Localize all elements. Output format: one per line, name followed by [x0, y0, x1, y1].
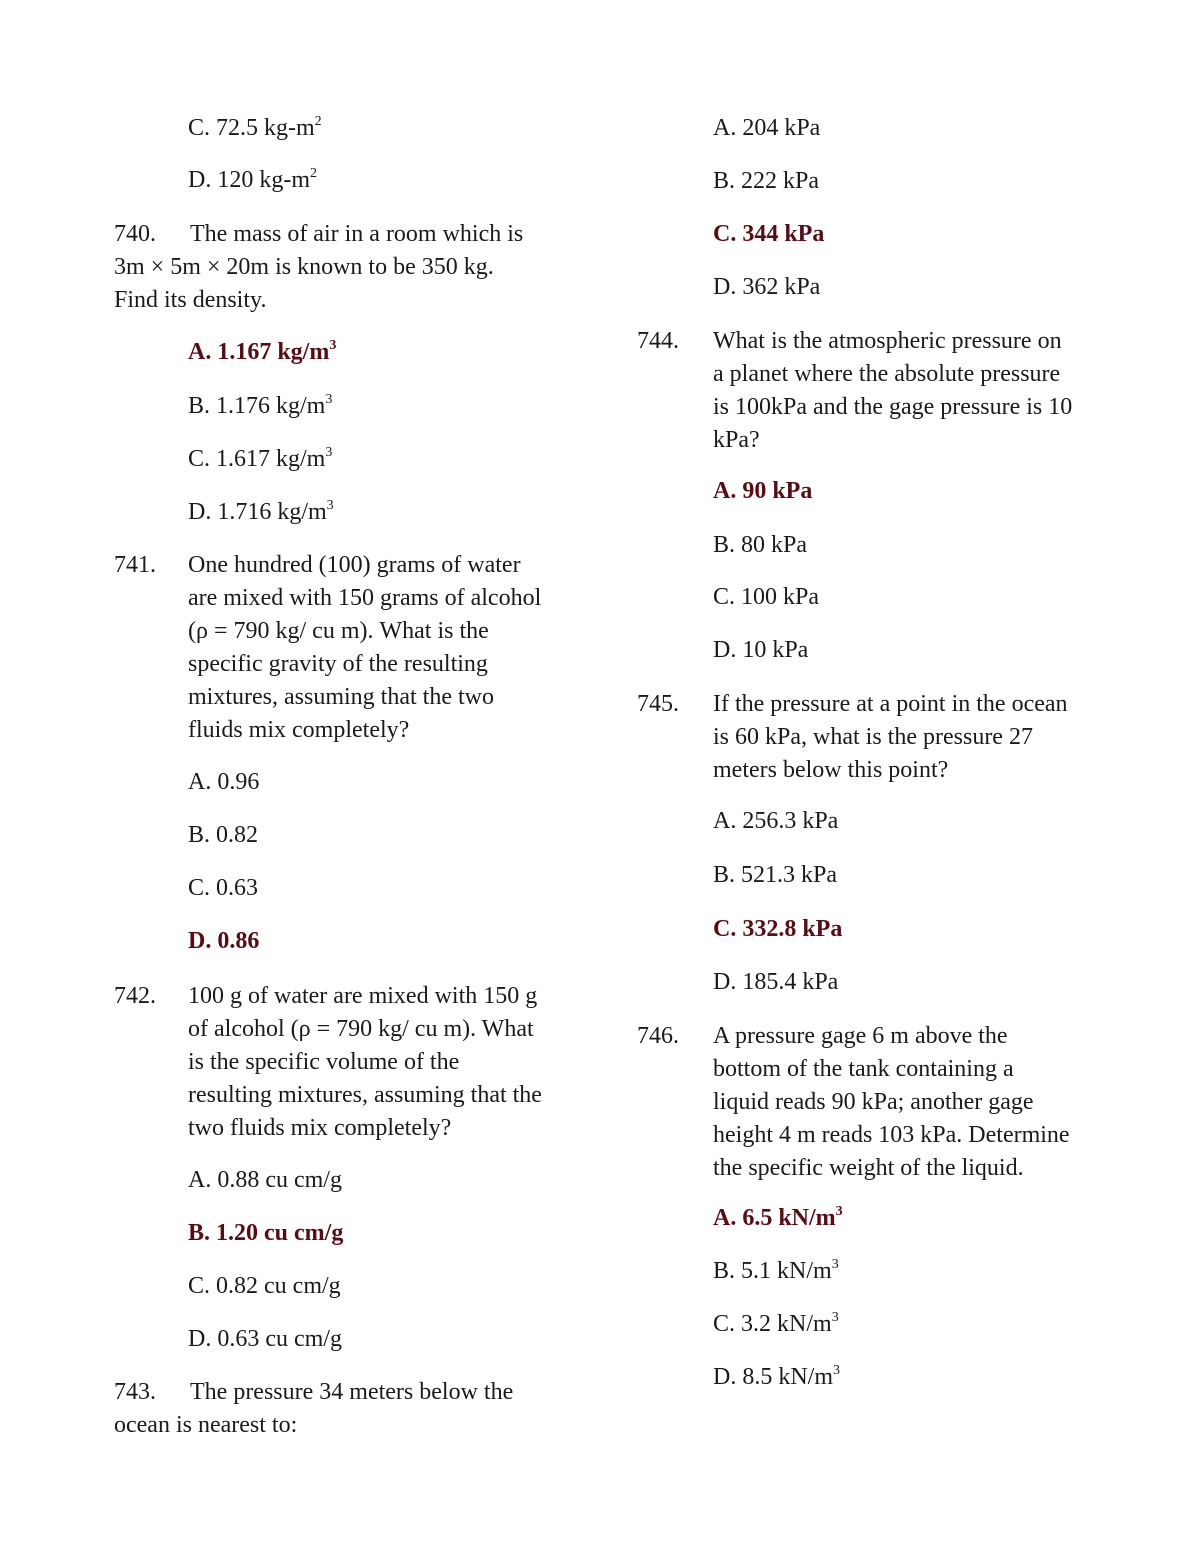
q740-option-a: A. 1.167 $kg/m^3$	[188, 338, 337, 365]
q742-line-5: two fluids mix completely?	[188, 1115, 452, 1141]
q744-line-3: is 100kPa and the gage pressure is 10	[713, 394, 1073, 420]
q741-line-1: One hundred (100) grams of water	[188, 552, 521, 578]
q741-option-b: B. 0.82	[188, 822, 259, 848]
q741-number: 741.	[114, 552, 156, 578]
q740-option-d: D. 1.716 $kg/m^3$	[188, 498, 334, 525]
q742-line-3: is the specific volume of the	[188, 1049, 460, 1075]
q745-line-3: meters below this point?	[713, 757, 949, 783]
q744-line-2: a planet where the absolute pressure	[713, 361, 1061, 387]
q742-line-1: 100 g of water are mixed with 150 g	[188, 983, 538, 1009]
q743-option-c: C. 344 kPa	[713, 221, 825, 247]
q746-option-a: A. 6.5 $kN/m^3$	[713, 1204, 843, 1231]
q742-option-a: A. 0.88 cu cm/g	[188, 1167, 342, 1193]
q745-line-1: If the pressure at a point in the ocean	[713, 691, 1068, 717]
q743-option-b: B. 222 kPa	[713, 168, 820, 194]
q745-option-d: D. 185.4 kPa	[713, 969, 839, 995]
q745-option-b: B. 521.3 kPa	[713, 862, 838, 888]
q746-option-b: B. 5.1 $kN/m^3$	[713, 1257, 839, 1284]
q745-option-c: C. 332.8 kPa	[713, 916, 843, 942]
q740-line-2: 3m × 5m × 20m is known to be 350 kg.	[114, 254, 494, 280]
q746-line-3: liquid reads 90 kPa; another gage	[713, 1089, 1034, 1115]
q745-line-2: is 60 kPa, what is the pressure 27	[713, 724, 1033, 750]
q740-option-c: C. 1.617 $kg/m^3$	[188, 445, 333, 472]
q744-line-1: What is the atmospheric pressure on	[713, 328, 1062, 354]
q742-option-b: B. 1.20 cu cm/g	[188, 1220, 344, 1246]
q742-line-4: resulting mixtures, assuming that the	[188, 1082, 542, 1108]
q744-number: 744.	[637, 328, 679, 354]
q744-line-4: kPa?	[713, 427, 760, 453]
q746-option-c: C. 3.2 $kN/m^3$	[713, 1310, 839, 1337]
q741-line-4: specific gravity of the resulting	[188, 651, 488, 677]
q740-option-b: B. 1.176 $kg/m^3$	[188, 392, 333, 419]
q746-line-1: A pressure gage 6 m above the	[713, 1023, 1008, 1049]
q746-line-2: bottom of the tank containing a	[713, 1056, 1014, 1082]
q741-option-d: D. 0.86	[188, 928, 260, 954]
q742-option-c: C. 0.82 cu cm/g	[188, 1273, 341, 1299]
q741-line-5: mixtures, assuming that the two	[188, 684, 494, 710]
q744-option-a: A. 90 kPa	[713, 478, 813, 504]
q739-option-c: C. 72.5 $kg-m^2$	[188, 114, 322, 141]
q746-option-d: D. 8.5 $kN/m^3$	[713, 1363, 840, 1390]
q741-line-2: are mixed with 150 grams of alcohol	[188, 585, 542, 611]
q742-option-d: D. 0.63 cu cm/g	[188, 1326, 342, 1352]
q746-number: 746.	[637, 1023, 679, 1049]
q742-line-2: of alcohol (ρ = 790 kg/ cu m). What	[188, 1016, 534, 1042]
q745-number: 745.	[637, 691, 679, 717]
q745-option-a: A. 256.3 kPa	[713, 808, 839, 834]
q743-option-a: A. 204 kPa	[713, 115, 821, 141]
q740-line-1: 740. The mass of air in a room which is	[114, 221, 524, 247]
q744-option-c: C. 100 kPa	[713, 584, 820, 610]
q741-line-6: fluids mix completely?	[188, 717, 410, 743]
q739-option-d: D. 120 $kg-m^2$	[188, 166, 317, 193]
q743-option-d: D. 362 kPa	[713, 274, 821, 300]
q743-line-2: ocean is nearest to:	[114, 1412, 298, 1438]
q741-option-c: C. 0.63	[188, 875, 259, 901]
q746-line-4: height 4 m reads 103 kPa. Determine	[713, 1122, 1070, 1148]
q742-number: 742.	[114, 983, 156, 1009]
q740-line-3: Find its density.	[114, 287, 267, 313]
q741-line-3: (ρ = 790 kg/ cu m). What is the	[188, 618, 489, 644]
q744-option-b: B. 80 kPa	[713, 532, 808, 558]
q741-option-a: A. 0.96	[188, 769, 260, 795]
q744-option-d: D. 10 kPa	[713, 637, 809, 663]
q746-line-5: the specific weight of the liquid.	[713, 1155, 1024, 1181]
q743-line-1: 743. The pressure 34 meters below the	[114, 1379, 514, 1405]
